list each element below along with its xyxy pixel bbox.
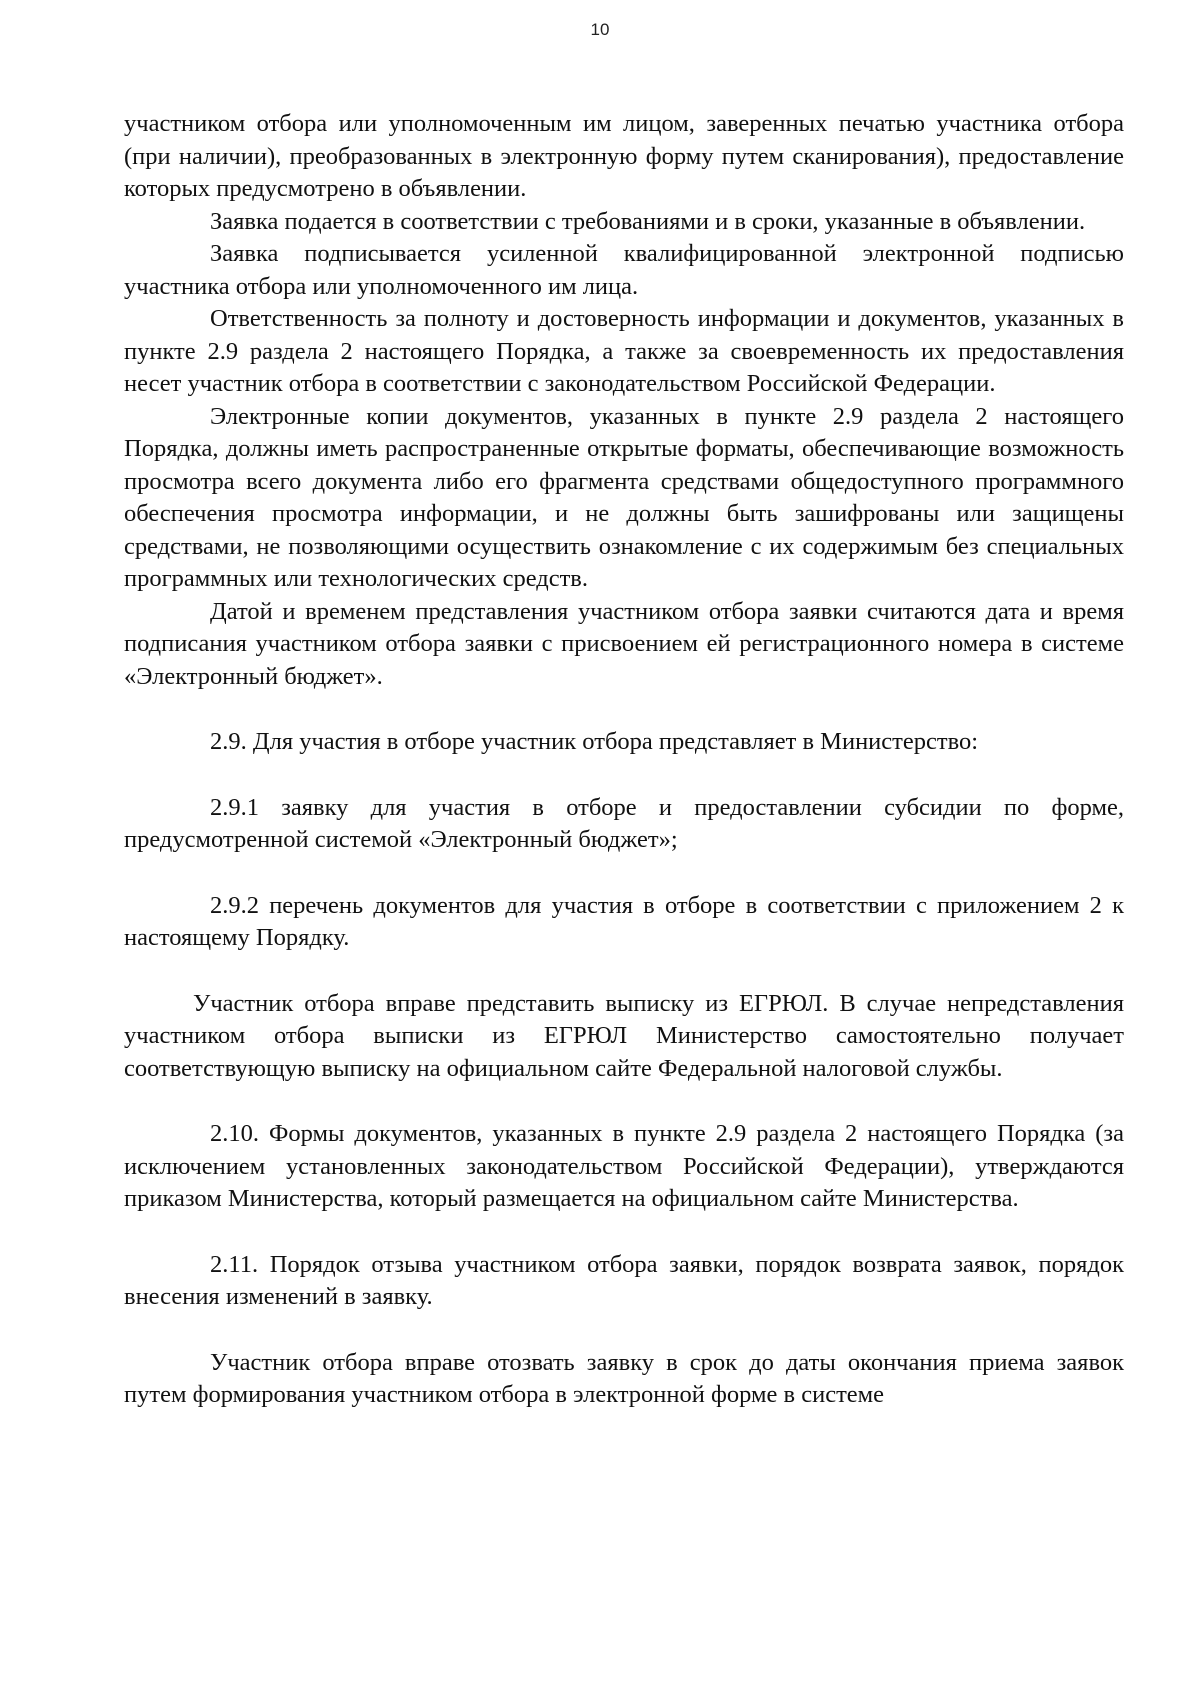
page-number: 10 [590,20,610,39]
paragraph-withdrawal: Участник отбора вправе отозвать заявку в срок до даты окончания приема заявок путем формирования участником отбора в электронной форме в системе [124,1348,1124,1408]
paragraph-egrul-extract: Участник отбора вправе представить выписку из ЕГРЮЛ. В случае непредставления участником отбора выписки из ЕГРЮЛ Министерство самостоятельно получает соответствующую выписку на официальном сайте Федеральной налоговой службы. [124,989,1124,1082]
section-2-9-2: 2.9.2 перечень документов для участия в отборе в соответствии с приложением 2 к настоящему Порядку. [124,891,1124,951]
paragraph-application-submission: Заявка подается в соответствии с требованиями и в сроки, указанные в объявлении. [210,207,1086,235]
document-body [124,108,1124,1412]
paragraph-responsibility: Ответственность за полноту и достоверность информации и документов, указанных в пункте 2.9 раздела 2 настоящего Порядка, а также за своевременность их предоставления несет участник отбора в соответствии с законодательством Российской Федерации. [124,305,1124,397]
paragraph-continuation: участником отбора или уполномоченным им лицом, заверенных печатью участника отбора (при наличии), преобразованных в электронную форму путем сканирования), предоставление которых предусмотрено в объявлении. [124,110,1124,202]
section-2-9: 2.9. Для участия в отборе участник отбора представляет в Министерство: [210,728,979,755]
paragraph-electronic-copies: Электронные копии документов, указанных в пункте 2.9 раздела 2 настоящего Порядка, должны иметь распространенные открытые форматы, обеспечивающие возможность просмотра всего документа либо его фрагмента средствами общедоступного программного обеспечения просмотра информации, и не должны быть зашифрованы или защищены средствами, не позволяющими осуществить ознакомление с их содержимым без специальных программных или технологических средств. [124,402,1124,592]
paragraph-application-signature: Заявка подписывается усиленной квалифицированной электронной подписью участника отбора или уполномоченного им лица. [124,240,1124,300]
section-2-11: 2.11. Порядок отзыва участником отбора заявки, порядок возврата заявок, порядок внесения изменений в заявку. [124,1250,1124,1310]
section-2-9-1: 2.9.1 заявку для участия в отборе и предоставлении субсидии по форме, предусмотренной системой «Электронный бюджет»; [124,793,1124,853]
paragraph-submission-date: Датой и временем представления участником отбора заявки считаются дата и время подписания участником отбора заявки с присвоением ей регистрационного номера в системе «Электронный бюджет». [124,597,1124,690]
section-2-10: 2.10. Формы документов, указанных в пункте 2.9 раздела 2 настоящего Порядка (за исключением установленных законодательством Российской Федерации), утверждаются приказом Министерства, который размещается на официальном сайте Министерства. [124,1120,1124,1212]
